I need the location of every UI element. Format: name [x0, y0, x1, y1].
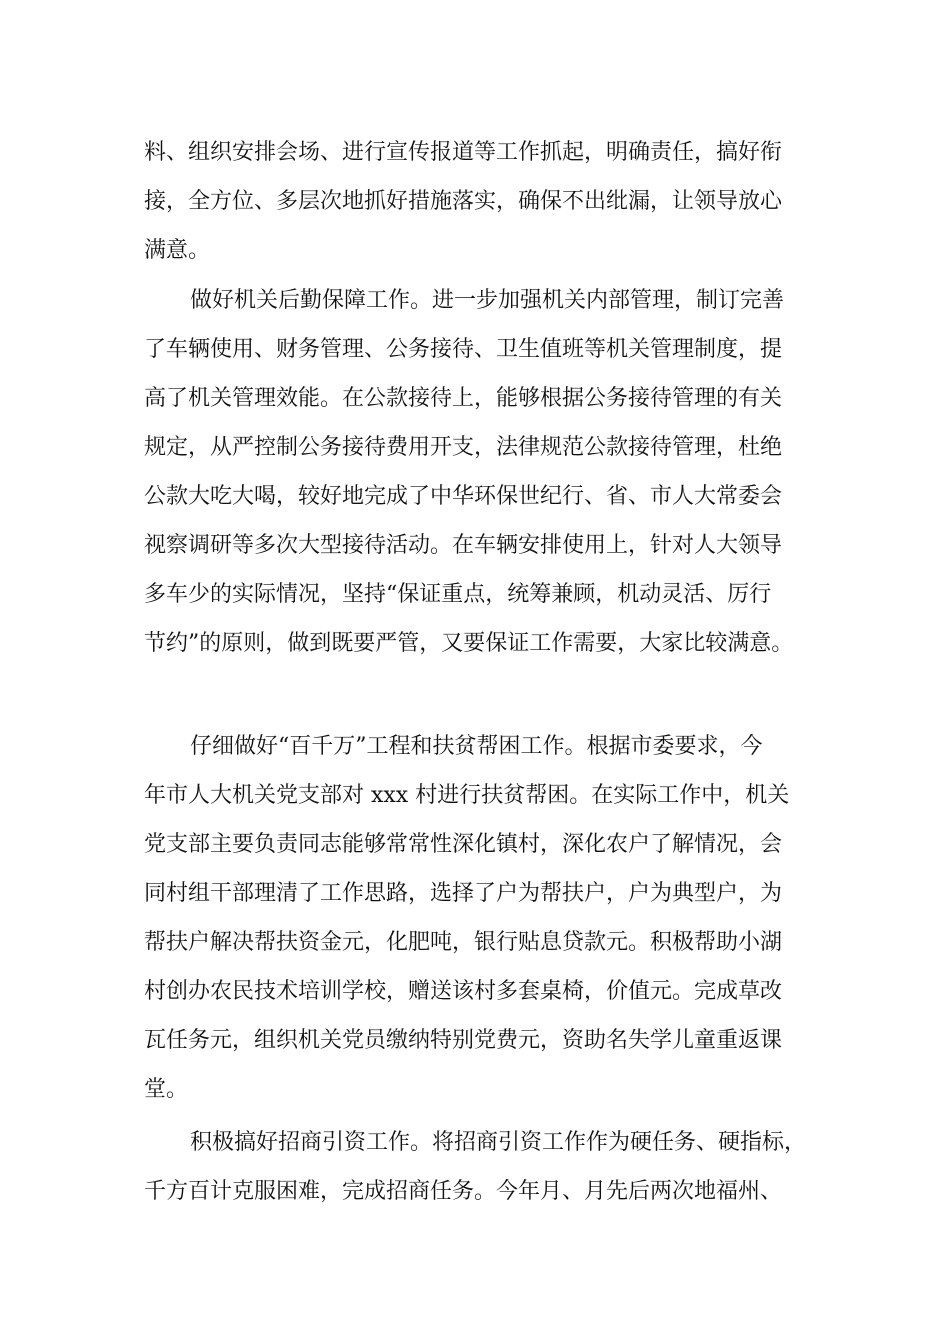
text-line: 接，全方位、多层次地抓好措施落实，确保不出纰漏，让领导放心 [144, 189, 783, 214]
text-line: 堂。 [144, 1077, 189, 1102]
text-line: 帮扶户解决帮扶资金元，化肥吨，银行贴息贷款元。积极帮助小湖 [144, 930, 783, 955]
text-line: 千方百计克服困难，完成招商任务。今年月、月先后两次地福州、 [144, 1179, 783, 1204]
text-line: 年市人大机关党支部对 xxx 村进行扶贫帮困。在实际工作中，机关 [144, 783, 790, 808]
text-line: 瓦任务元，组织机关党员缴纳特别党费元，资助名失学儿童重返课 [144, 1028, 783, 1053]
text-line: 公款大吃大喝，较好地完成了中华环保世纪行、省、市人大常委会 [144, 484, 783, 509]
text-line: 节约”的原则，做到既要严管，又要保证工作需要，大家比较满意。 [144, 631, 794, 656]
text-line: 村创办农民技术培训学校，赠送该村多套桌椅，价值元。完成草改 [144, 979, 783, 1004]
paragraph-4 [144, 1118, 824, 1216]
text-line: 规定，从严控制公务接待费用开支，法律规范公款接待管理，杜绝 [144, 435, 783, 460]
text-line: 做好机关后勤保障工作。进一步加强机关内部管理，制订完善 [190, 288, 785, 313]
paragraph-3 [144, 722, 824, 1114]
text-line: 多车少的实际情况，坚持“保证重点，统筹兼顾，机动灵活、厉行 [144, 582, 772, 607]
text-line: 党支部主要负责同志能够常常性深化镇村，深化农户了解情况，会 [144, 832, 783, 857]
paragraph-1 [144, 128, 824, 275]
paragraph-2 [144, 276, 824, 668]
text-line: 同村组干部理清了工作思路，选择了户为帮扶户，户为典型户，为 [144, 881, 783, 906]
text-line: 积极搞好招商引资工作。将招商引资工作作为硬任务、硬指标， [190, 1130, 807, 1155]
text-line: 高了机关管理效能。在公款接待上，能够根据公务接待管理的有关 [144, 386, 783, 411]
text-line: 料、组织安排会场、进行宣传报道等工作抓起，明确责任，搞好衔 [144, 140, 783, 165]
text-line: 视察调研等多次大型接待活动。在车辆安排使用上，针对人大领导 [144, 533, 783, 558]
text-line: 仔细做好“百千万”工程和扶贫帮困工作。根据市委要求，今 [190, 734, 763, 759]
text-line: 满意。 [144, 238, 211, 263]
text-line: 了车辆使用、财务管理、公务接待、卫生值班等机关管理制度，提 [144, 337, 783, 362]
